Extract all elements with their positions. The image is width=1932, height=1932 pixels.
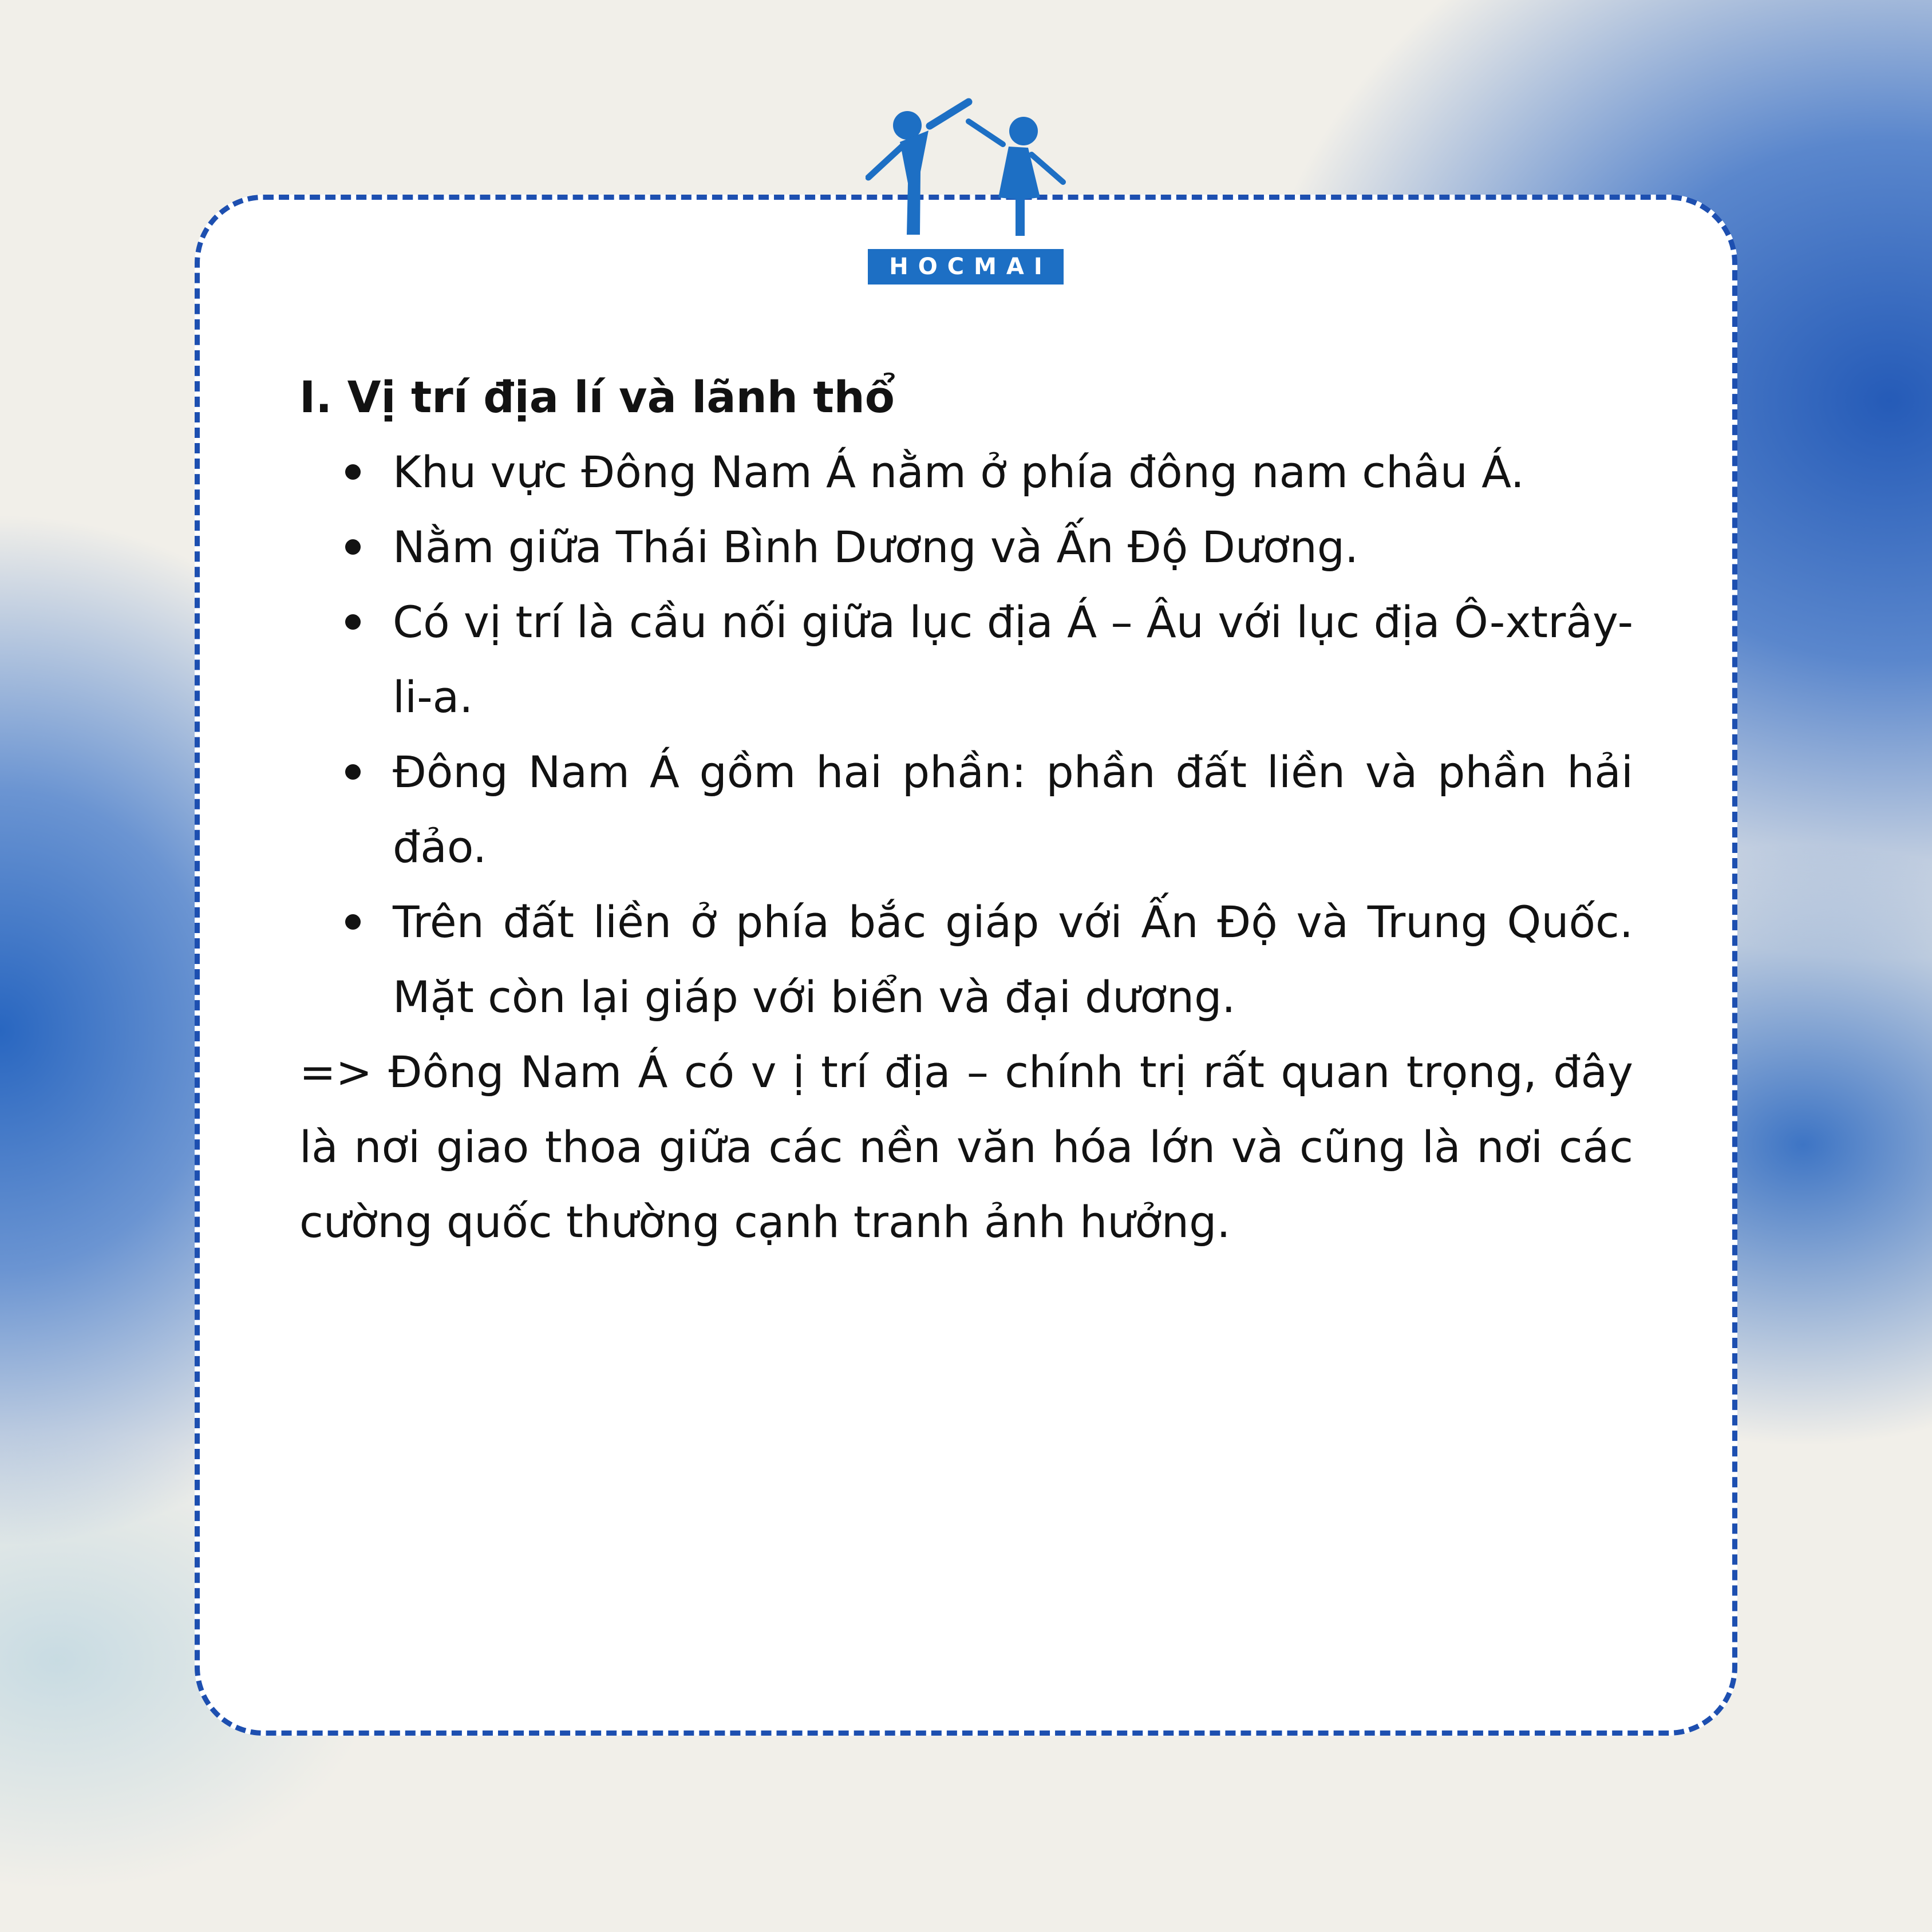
bullet-list — [299, 434, 1633, 1034]
list-item-text: Nằm giữa Thái Bình Dương và Ấn Độ Dương. — [393, 521, 1359, 572]
list-item-text: Trên đất liền ở phía bắc giáp với Ấn Độ và Trung Quốc. Mặt còn lại giáp với biển và đại dương. — [393, 896, 1633, 1022]
bullet-dot-icon — [345, 464, 361, 480]
logo-wordmark: HOCMAI — [868, 249, 1064, 285]
list-item-text: Đông Nam Á gồm hai phần: phần đất liền và phần hải đảo. — [393, 746, 1633, 872]
conclusion-paragraph: => Đông Nam Á có v ị trí địa – chính trị rất quan trọng, đây là nơi giao thoa giữa các nền văn hóa lớn và cũng là nơi các cường quốc thường cạnh tranh ảnh hưởng. — [299, 1046, 1633, 1247]
list-item-text: Khu vực Đông Nam Á nằm ở phía đông nam châu Á. — [393, 447, 1524, 497]
bullet-dot-icon — [345, 539, 361, 555]
list-item — [299, 584, 1633, 734]
hocmai-figures-icon — [866, 97, 1066, 252]
bullet-dot-icon — [345, 914, 361, 930]
document-body — [299, 359, 1633, 1259]
section-title: Vị trí địa lí và lãnh thổ — [347, 372, 895, 422]
hocmai-logo — [866, 97, 1066, 289]
list-item — [299, 734, 1633, 884]
bullet-dot-icon — [345, 614, 361, 630]
section-heading — [299, 359, 1633, 434]
list-item — [299, 434, 1633, 509]
bullet-dot-icon — [345, 764, 361, 780]
list-item-text: Có vị trí là cầu nối giữa lục địa Á – Âu với lục địa Ô-xtrây-li-a. — [393, 596, 1633, 722]
list-item — [299, 509, 1633, 584]
list-item — [299, 884, 1633, 1034]
section-number: I. — [299, 372, 333, 422]
